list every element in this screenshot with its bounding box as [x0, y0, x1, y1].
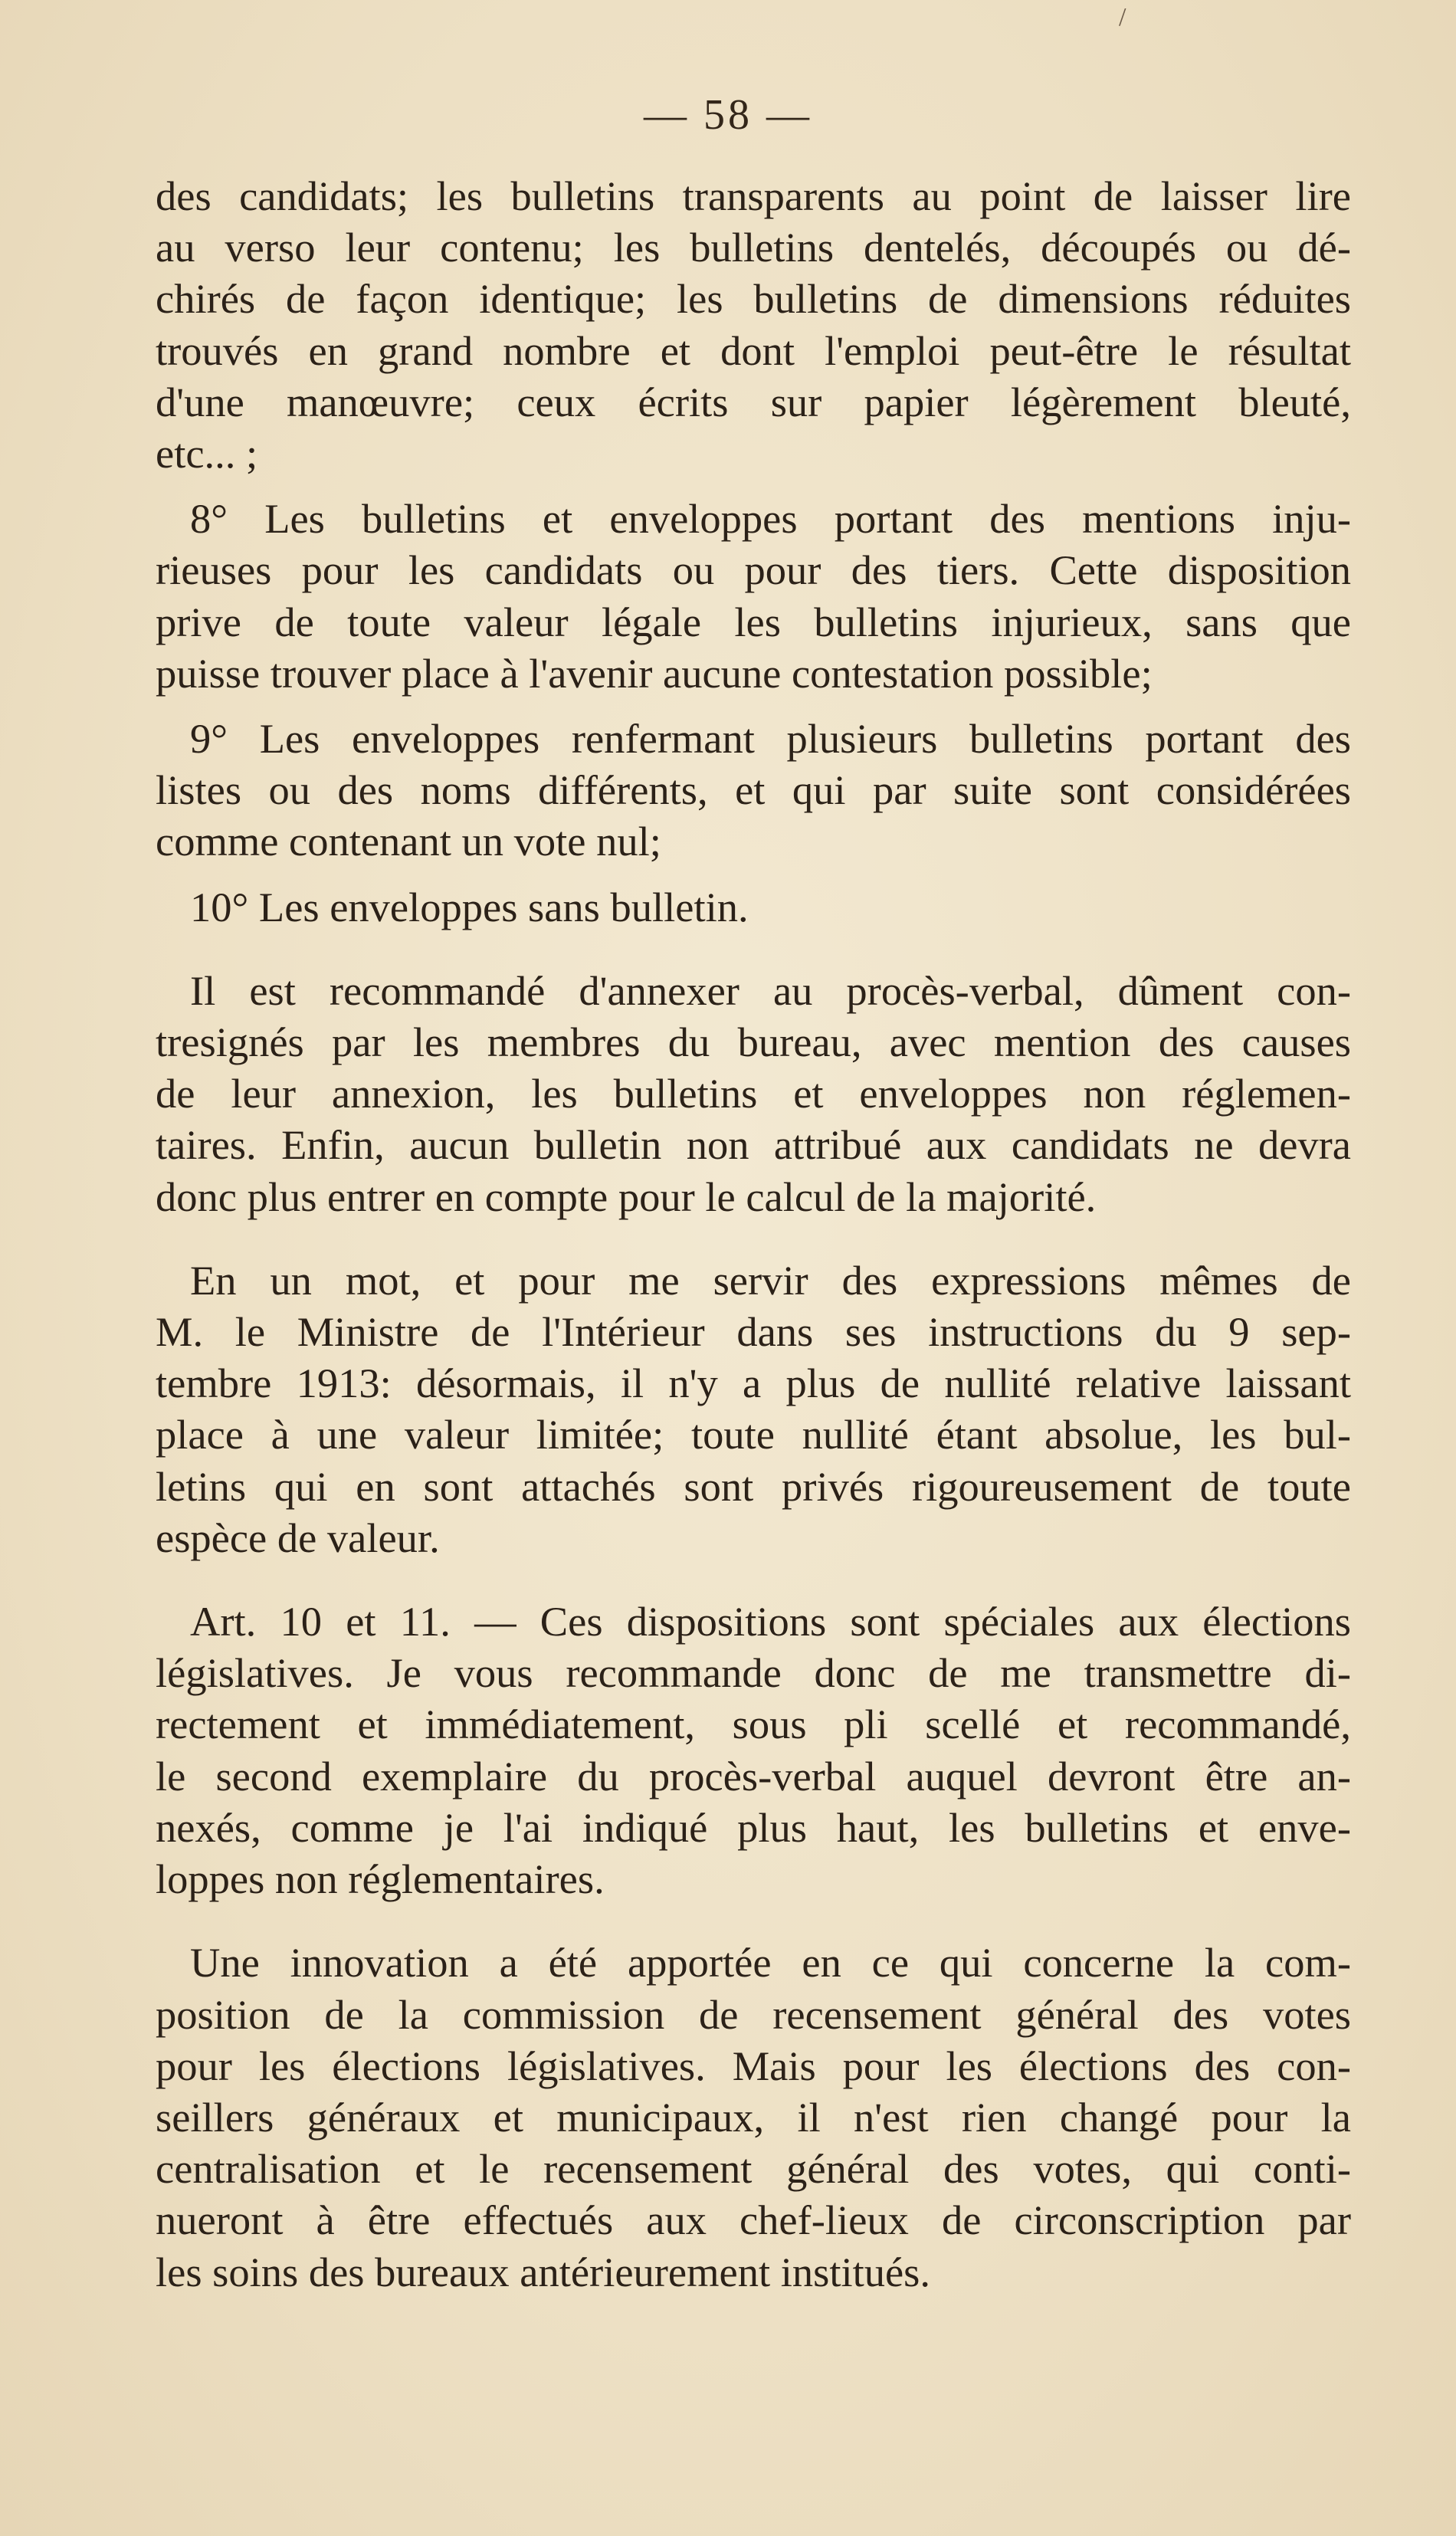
text-line: En un mot, et pour me servir des expressions mêmes de — [190, 1256, 1351, 1304]
text-line: seillers généraux et municipaux, il n'est rien changé pour la — [156, 2093, 1351, 2141]
text-line: trouvés en grand nombre et dont l'emploi peut-être le résultat — [156, 326, 1351, 374]
paragraph-articles-10-11 — [156, 1596, 1351, 1904]
text-line: nueront à être effectués aux chef-lieux de circonscription par — [156, 2196, 1351, 2244]
text-line: donc plus entrer en compte pour le calcul de la majorité. — [156, 1173, 1097, 1220]
text-line: taires. Enfin, aucun bulletin non attribué aux candidats ne devra — [156, 1121, 1351, 1169]
text-line: les soins des bureaux antérieurement institués. — [156, 2248, 931, 2295]
text-line: position de la commission de recensement général des votes — [156, 1990, 1351, 2038]
text-line: comme contenant un vote nul; — [156, 818, 661, 865]
paragraph-minister-quote — [156, 1255, 1351, 1563]
edge-mark: / — [1119, 3, 1126, 31]
text-line: au verso leur contenu; les bulletins dentelés, découpés ou dé- — [156, 224, 1351, 271]
text-line: centralisation et le recensement général des votes, qui conti- — [156, 2145, 1351, 2193]
text-line: d'une manœuvre; ceux écrits sur papier légèrement bleuté, — [156, 378, 1351, 425]
text-line: M. le Ministre de l'Intérieur dans ses instructions du 9 sep- — [156, 1308, 1351, 1356]
text-line: letins qui en sont attachés sont privés rigoureusement de toute — [156, 1462, 1351, 1510]
text-line: pour les élections législatives. Mais pour les élections des con- — [156, 2042, 1351, 2089]
text-line: place à une valeur limitée; toute nullité étant absolue, les bul- — [156, 1411, 1351, 1458]
text-line: législatives. Je vous recommande donc de me transmettre di- — [156, 1649, 1351, 1697]
text-line: tembre 1913: désormais, il n'y a plus de nullité relative laissant — [156, 1360, 1351, 1407]
text-line: puisse trouver place à l'avenir aucune contestation possible; — [156, 649, 1153, 697]
page-body — [156, 170, 1351, 2298]
text-line: 8° Les bulletins et enveloppes portant des mentions inju- — [190, 495, 1351, 543]
text-line: nexés, comme je l'ai indiqué plus haut, les bulletins et enve- — [156, 1803, 1351, 1851]
text-line: espèce de valeur. — [156, 1514, 440, 1561]
paragraph-item-8 — [156, 493, 1351, 699]
text-line: 9° Les enveloppes renfermant plusieurs bulletins portant des — [190, 715, 1351, 763]
text-line: de leur annexion, les bulletins et enveloppes non réglemen- — [156, 1070, 1351, 1117]
text-line: rectement et immédiatement, sous pli scellé et recommandé, — [156, 1701, 1351, 1748]
text-line: Art. 10 et 11. — Ces dispositions sont spéciales aux élections — [190, 1598, 1351, 1645]
text-line: loppes non réglementaires. — [156, 1855, 605, 1903]
text-line: 10° Les enveloppes sans bulletin. — [190, 883, 749, 930]
text-line: Il est recommandé d'annexer au procès-verbal, dûment con- — [190, 966, 1351, 1014]
text-line: etc... ; — [156, 430, 258, 477]
paragraph-annex-recommendation — [156, 965, 1351, 1222]
text-line: tresignés par les membres du bureau, avec mention des causes — [156, 1019, 1351, 1066]
text-line: listes ou des noms différents, et qui par suite sont considérées — [156, 766, 1351, 814]
text-line: le second exemplaire du procès-verbal auquel devront être an- — [156, 1752, 1351, 1799]
text-line: rieuses pour les candidats ou pour des tiers. Cette disposition — [156, 546, 1351, 594]
text-line: Une innovation a été apportée en ce qui concerne la com- — [190, 1939, 1351, 1986]
paragraph-ballot-nullities — [156, 170, 1351, 479]
text-line: prive de toute valeur légale les bulletins injurieux, sans que — [156, 598, 1351, 645]
text-line: des candidats; les bulletins transparents au point de laisser lire — [156, 172, 1351, 219]
paragraph-item-10 — [156, 881, 1351, 933]
page-number: — 58 — — [644, 91, 812, 139]
paragraph-innovation — [156, 1937, 1351, 2297]
paragraph-item-9 — [156, 713, 1351, 868]
text-line: chirés de façon identique; les bulletins de dimensions réduites — [156, 275, 1351, 323]
